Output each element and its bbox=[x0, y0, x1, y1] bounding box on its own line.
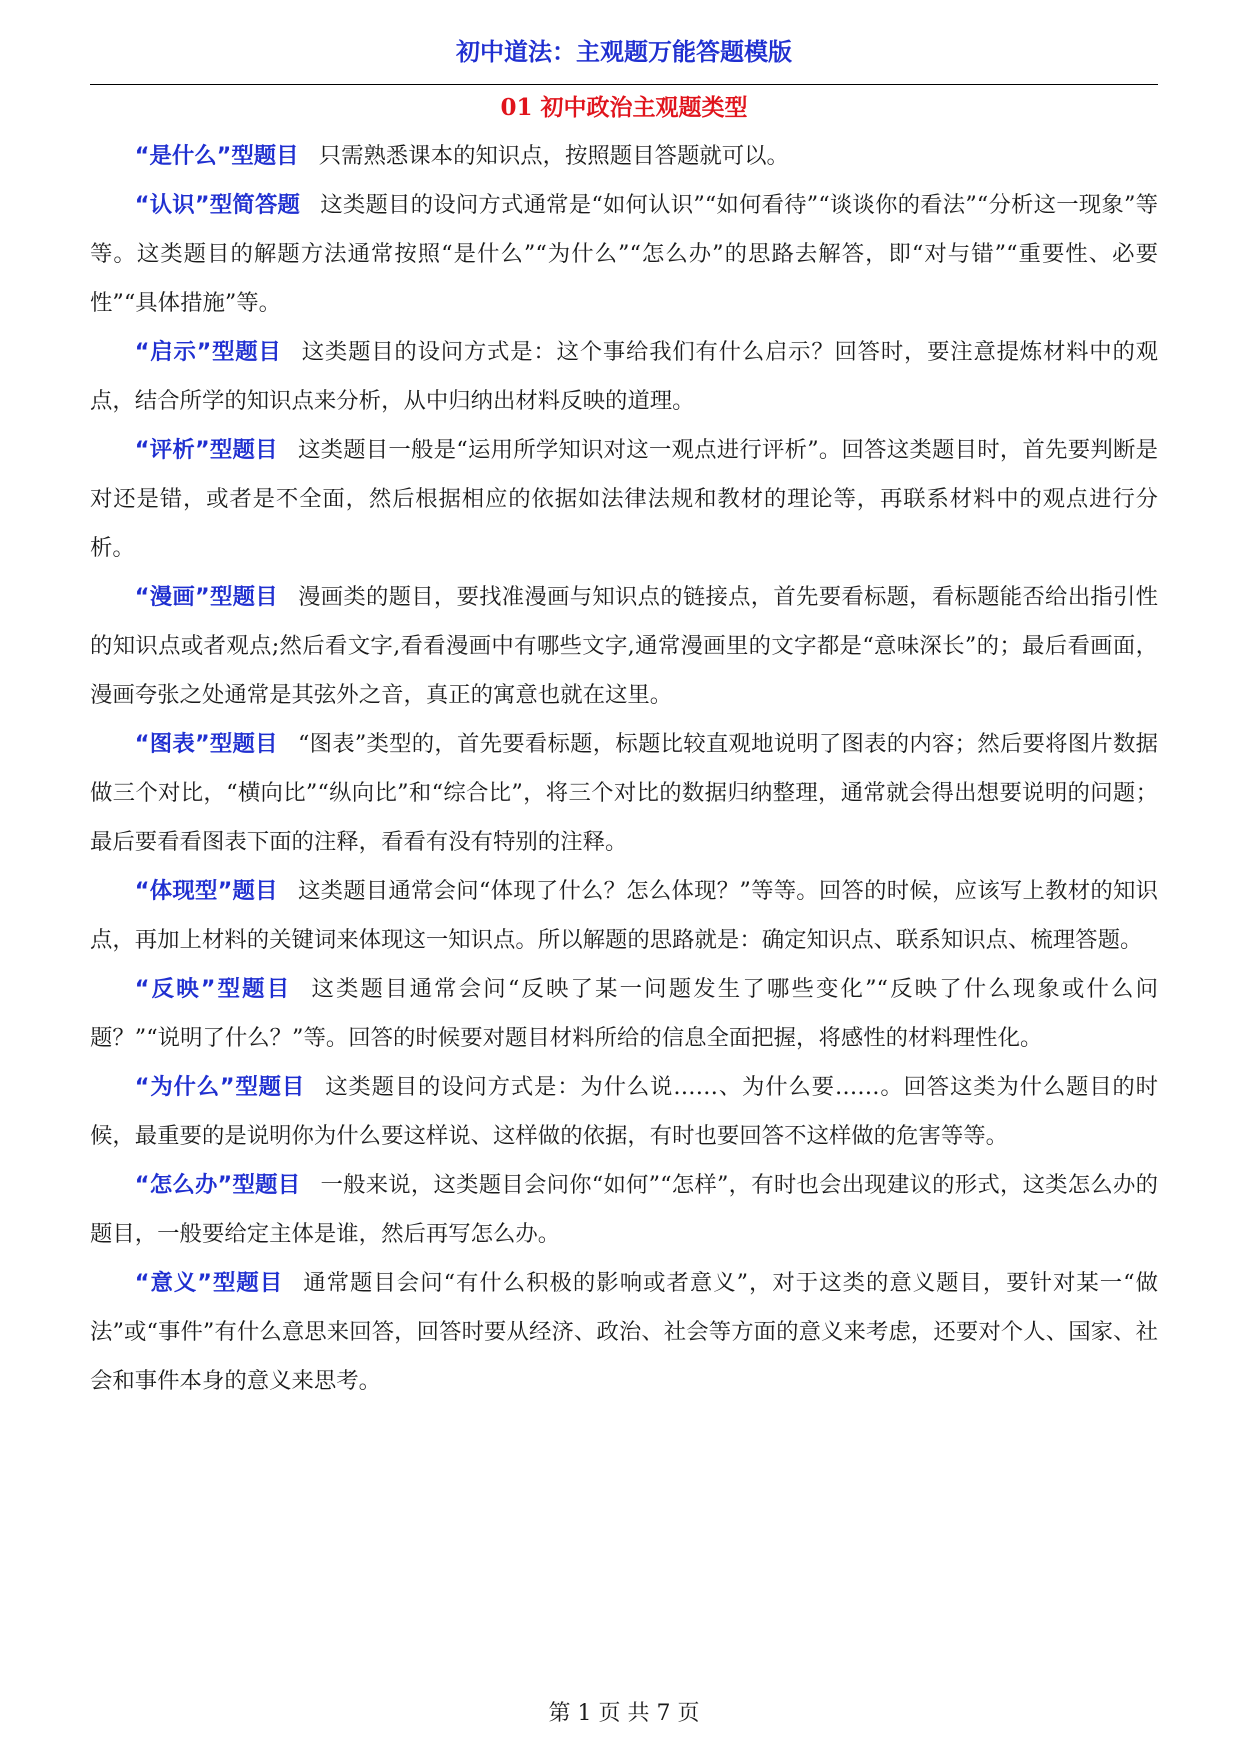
question-type-term: “启示”型题目 bbox=[134, 339, 282, 365]
paragraph-text: 一般来说，这类题目会问你“如何”“怎样”，有时也会出现建议的形式，这类怎么办的题目，一般要给定主体是谁，然后再写怎么办。 bbox=[90, 1172, 1158, 1247]
paragraph-text: “图表”类型的，首先要看标题，标题比较直观地说明了图表的内容；然后要将图片数据做三个对比，“横向比”“纵向比”和“综合比”，将三个对比的数据归纳整理，通常就会得出想要说明的问题；最后要看看图表下面的注释，看看有没有特别的注释。 bbox=[90, 731, 1158, 855]
header-divider bbox=[90, 84, 1158, 85]
page-header bbox=[90, 30, 1158, 74]
paragraph-cartoon bbox=[90, 573, 1158, 720]
paragraph-significance bbox=[90, 1259, 1158, 1406]
paragraph-reflection bbox=[90, 965, 1158, 1063]
question-type-term: “意义”型题目 bbox=[134, 1270, 284, 1296]
paragraph-evaluation bbox=[90, 426, 1158, 573]
paragraph-what bbox=[90, 132, 1158, 181]
paragraph-text: 只需熟悉课本的知识点，按照题目答题就可以。 bbox=[318, 143, 789, 169]
paragraph-text: 这类题目通常会问“反映了某一问题发生了哪些变化”“反映了什么现象或什么问题？”“说明了什么？”等。回答的时候要对题目材料所给的信息全面把握，将感性的材料理性化。 bbox=[90, 976, 1158, 1051]
question-type-term: “认识”型简答题 bbox=[134, 192, 301, 218]
question-type-term: “为什么”型题目 bbox=[134, 1074, 306, 1100]
question-type-term: “体现型”题目 bbox=[134, 878, 278, 904]
paragraph-embodiment bbox=[90, 867, 1158, 965]
document-body bbox=[90, 132, 1158, 1406]
paragraph-text: 通常题目会问“有什么积极的影响或者意义”，对于这类的意义题目，要针对某一“做法”或“事件”有什么意思来回答，回答时要从经济、政治、社会等方面的意义来考虑，还要对个人、国家、社会和事件本身的意义来思考。 bbox=[90, 1270, 1158, 1394]
question-type-term: “评析”型题目 bbox=[134, 437, 278, 463]
paragraph-text: 这类题目通常会问“体现了什么？怎么体现？”等等。回答的时候，应该写上教材的知识点，再加上材料的关键词来体现这一知识点。所以解题的思路就是：确定知识点、联系知识点、梳理答题。 bbox=[90, 878, 1158, 953]
paragraph-understanding bbox=[90, 181, 1158, 328]
paragraph-how bbox=[90, 1161, 1158, 1259]
section-title: 01 初中政治主观题类型 bbox=[500, 94, 748, 121]
question-type-term: “是什么”型题目 bbox=[134, 143, 299, 169]
paragraph-text: 漫画类的题目，要找准漫画与知识点的链接点，首先要看标题，看标题能否给出指引性的知识点或者观点;然后看文字,看看漫画中有哪些文字,通常漫画里的文字都是“意味深长”的；最后看画面，漫画夸张之处通常是其弦外之音，真正的寓意也就在这里。 bbox=[90, 584, 1158, 708]
question-type-term: “怎么办”型题目 bbox=[134, 1172, 301, 1198]
question-type-term: “图表”型题目 bbox=[134, 731, 278, 757]
paragraph-text: 这类题目的设问方式是：为什么说……、为什么要……。回答这类为什么题目的时候，最重要的是说明你为什么要这样说、这样做的依据，有时也要回答不这样做的危害等等。 bbox=[90, 1074, 1159, 1149]
paragraph-text: 这类题目一般是“运用所学知识对这一观点进行评析”。回答这类题目时，首先要判断是对还是错，或者是不全面，然后根据相应的依据如法律法规和教材的理论等，再联系材料中的观点进行分析。 bbox=[90, 437, 1158, 561]
page-number: 第 1 页 共 7 页 bbox=[548, 1701, 700, 1726]
question-type-term: “漫画”型题目 bbox=[134, 584, 278, 610]
paragraph-text: 这类题目的设问方式通常是“如何认识”“如何看待”“谈谈你的看法”“分析这一现象”等等。这类题目的解题方法通常按照“是什么”“为什么”“怎么办”的思路去解答，即“对与错”“重要性、必要性”“具体措施”等。 bbox=[90, 192, 1158, 316]
question-type-term: “反映”型题目 bbox=[134, 976, 292, 1002]
paragraph-text: 这类题目的设问方式是：这个事给我们有什么启示？回答时，要注意提炼材料中的观点，结合所学的知识点来分析，从中归纳出材料反映的道理。 bbox=[90, 339, 1159, 414]
paragraph-chart bbox=[90, 720, 1158, 867]
paragraph-why bbox=[90, 1063, 1158, 1161]
document-title: 初中道法：主观题万能答题模版 bbox=[456, 38, 792, 66]
paragraph-enlightenment bbox=[90, 328, 1158, 426]
